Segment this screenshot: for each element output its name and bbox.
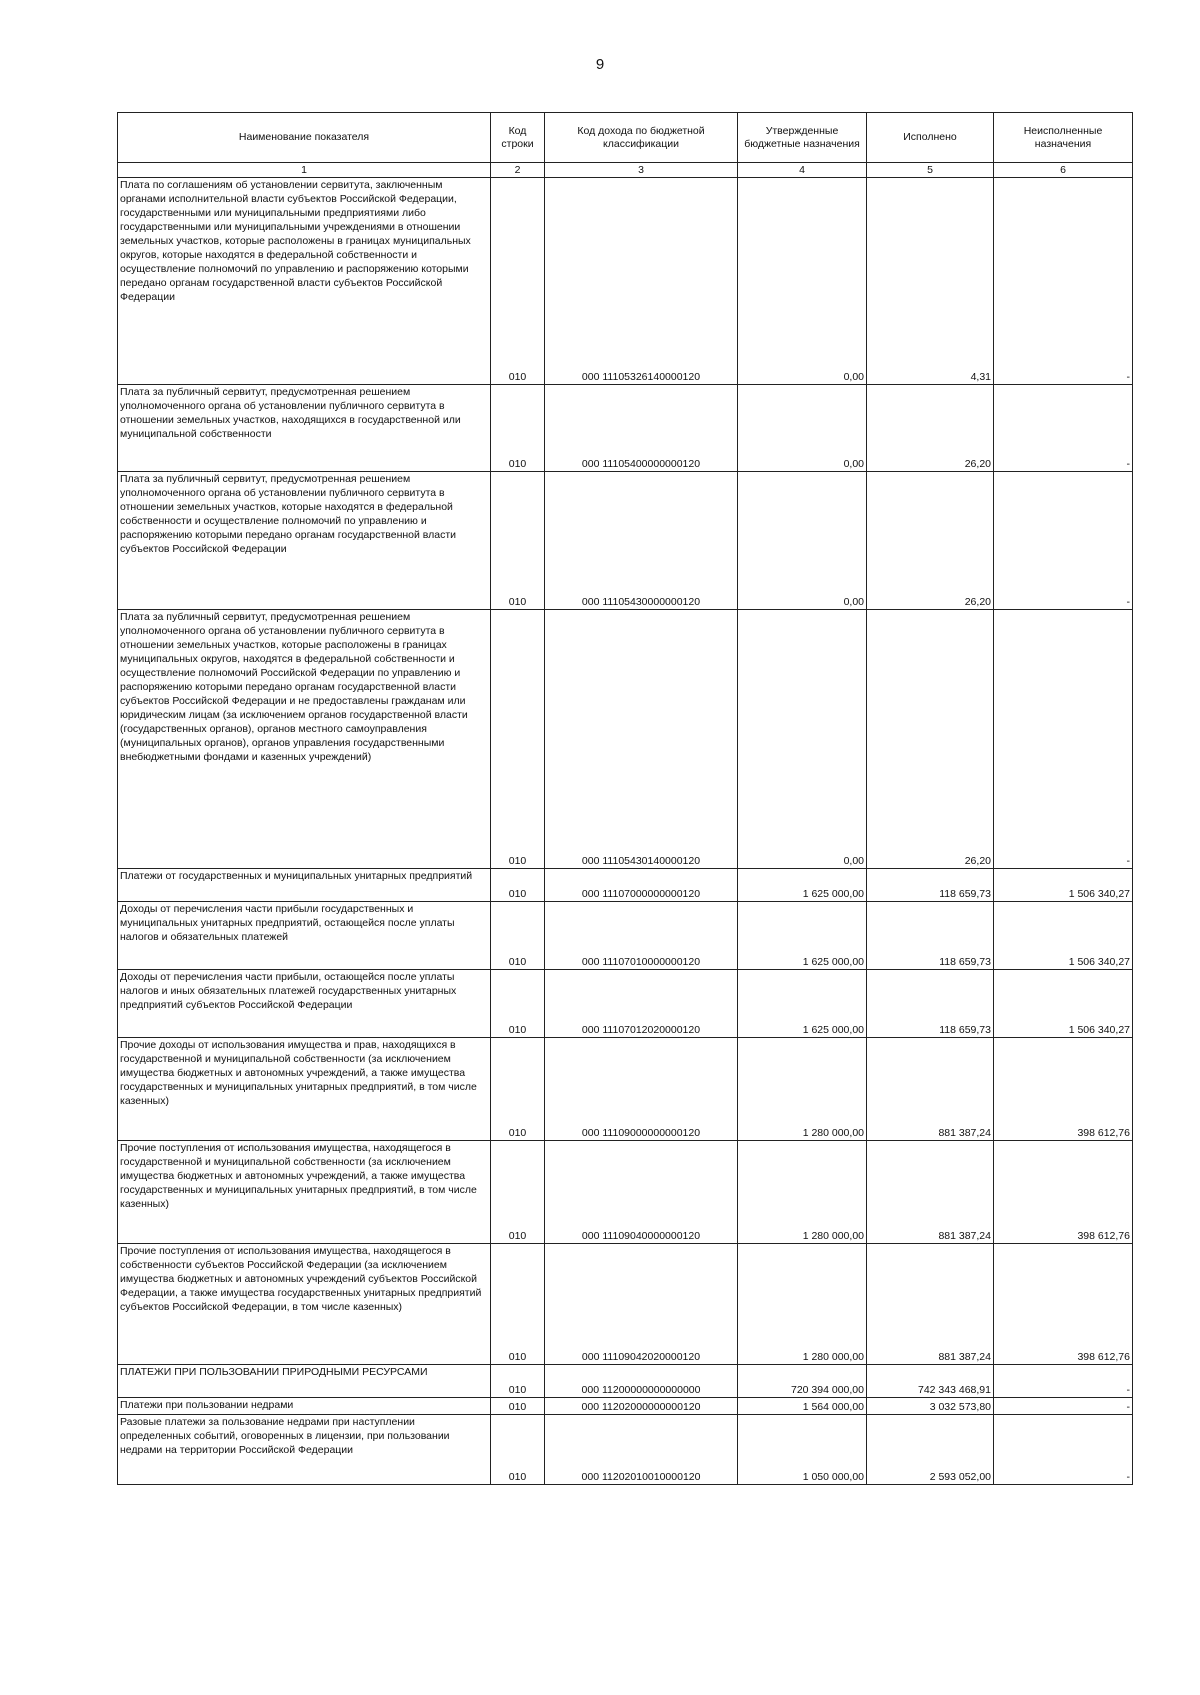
indicator-name: Прочие поступления от использования имущества, находящегося в государственной и муниципальной собственности (за исключением имущества бюджетных и автономных учреждений, а также имущества государственных и муниципальных унитарных предприятий, в том числе казенных) [118,1141,491,1244]
executed-amount: 4,31 [867,178,994,385]
approved-amount: 0,00 [738,178,867,385]
executed-amount: 2 593 052,00 [867,1415,994,1485]
unexecuted-amount: - [994,1365,1133,1398]
unexecuted-amount: - [994,472,1133,610]
unexecuted-amount: 1 506 340,27 [994,902,1133,970]
table-row [118,178,1133,385]
approved-amount: 0,00 [738,610,867,869]
unexecuted-amount: - [994,1415,1133,1485]
income-code: 000 11105430000000120 [545,472,738,610]
indicator-name: Плата по соглашениям об установлении сервитута, заключенным органами исполнительной власти субъектов Российской Федерации, государственными или муниципальными предприятиями либо государственными или муниципальными учреждениями в отношении земельных участков, которые расположены в границах муниципальных округов, которые находятся в федеральной собственности и осуществление полномочий по управлению и распоряжению которыми передано органам государственной власти субъектов Российской Федерации [118,178,491,385]
unexecuted-amount: - [994,178,1133,385]
indicator-name: Прочие доходы от использования имущества и прав, находящихся в государственной и муниципальной собственности (за исключением имущества бюджетных и автономных учреждений, а также имущества государственных и муниципальных унитарных предприятий, в том числе казенных) [118,1038,491,1141]
indicator-name: Доходы от перечисления части прибыли, остающейся после уплаты налогов и иных обязательных платежей государственных унитарных предприятий субъектов Российской Федерации [118,970,491,1038]
table-row [118,970,1133,1038]
income-code: 000 11200000000000000 [545,1365,738,1398]
income-code: 000 11105326140000120 [545,178,738,385]
approved-amount: 1 625 000,00 [738,970,867,1038]
income-code: 000 11109040000000120 [545,1141,738,1244]
table-row [118,902,1133,970]
income-code: 000 11107010000000120 [545,902,738,970]
indicator-name: Платежи от государственных и муниципальных унитарных предприятий [118,869,491,902]
page-number: 9 [595,56,605,73]
executed-amount: 881 387,24 [867,1244,994,1365]
income-code: 000 11202000000000120 [545,1398,738,1415]
header-unexecuted: Неисполненные назначения [994,113,1133,163]
income-report-table [117,112,1133,1485]
table-row [118,1244,1133,1365]
line-code: 010 [491,970,545,1038]
header-income-code: Код дохода по бюджетной классификации [545,113,738,163]
executed-amount: 26,20 [867,610,994,869]
table-row [118,1398,1133,1415]
column-number: 6 [994,163,1133,178]
unexecuted-amount: 398 612,76 [994,1141,1133,1244]
line-code: 010 [491,1141,545,1244]
unexecuted-amount: 398 612,76 [994,1244,1133,1365]
table-row [118,1038,1133,1141]
table-row [118,1365,1133,1398]
executed-amount: 26,20 [867,472,994,610]
line-code: 010 [491,385,545,472]
executed-amount: 742 343 468,91 [867,1365,994,1398]
unexecuted-amount: 1 506 340,27 [994,869,1133,902]
indicator-name: Плата за публичный сервитут, предусмотренная решением уполномоченного органа об установлении публичного сервитута в отношении земельных участков, которые находятся в федеральной собственности и осуществление полномочий по управлению и распоряжению которыми передано органам государственной власти субъектов Российской Федерации [118,472,491,610]
executed-amount: 118 659,73 [867,902,994,970]
executed-amount: 118 659,73 [867,970,994,1038]
executed-amount: 118 659,73 [867,869,994,902]
executed-amount: 3 032 573,80 [867,1398,994,1415]
approved-amount: 0,00 [738,472,867,610]
table-column-numbers-row [118,163,1133,178]
indicator-name: Разовые платежи за пользование недрами при наступлении определенных событий, оговоренных в лицензии, при пользовании недрами на территории Российской Федерации [118,1415,491,1485]
income-code: 000 11107012020000120 [545,970,738,1038]
approved-amount: 1 625 000,00 [738,902,867,970]
indicator-name: ПЛАТЕЖИ ПРИ ПОЛЬЗОВАНИИ ПРИРОДНЫМИ РЕСУРСАМИ [118,1365,491,1398]
table-row [118,1415,1133,1485]
approved-amount: 1 280 000,00 [738,1038,867,1141]
line-code: 010 [491,1415,545,1485]
header-approved: Утвержденные бюджетные назначения [738,113,867,163]
approved-amount: 0,00 [738,385,867,472]
approved-amount: 1 280 000,00 [738,1244,867,1365]
header-executed: Исполнено [867,113,994,163]
line-code: 010 [491,178,545,385]
table-row [118,869,1133,902]
table-row [118,385,1133,472]
approved-amount: 1 625 000,00 [738,869,867,902]
income-code: 000 11202010010000120 [545,1415,738,1485]
column-number: 4 [738,163,867,178]
header-indicator-name: Наименование показателя [118,113,491,163]
column-number: 1 [118,163,491,178]
line-code: 010 [491,869,545,902]
indicator-name: Платежи при пользовании недрами [118,1398,491,1415]
approved-amount: 720 394 000,00 [738,1365,867,1398]
header-line-code: Код строки [491,113,545,163]
unexecuted-amount: 398 612,76 [994,1038,1133,1141]
income-code: 000 11105400000000120 [545,385,738,472]
column-number: 3 [545,163,738,178]
unexecuted-amount: - [994,610,1133,869]
table-row [118,472,1133,610]
line-code: 010 [491,1365,545,1398]
indicator-name: Плата за публичный сервитут, предусмотренная решением уполномоченного органа об установлении публичного сервитута в отношении земельных участков, которые расположены в границах муниципальных округов, находятся в федеральной собственности и осуществление полномочий Российской Федерации по управлению и распоряжению которыми передано органам государственной власти субъектов Российской Федерации и не предоставлены гражданам или юридическим лицам (за исключением органов государственной власти (государственных органов), органов местного самоуправления (муниципальных органов), органов управления государственными внебюджетными фондами и казенных учреждений) [118,610,491,869]
indicator-name: Прочие поступления от использования имущества, находящегося в собственности субъектов Российской Федерации (за исключением имущества бюджетных и автономных учреждений субъектов Российской Федерации, а также имущества государственных унитарных предприятий субъектов Российской Федерации, в том числе казенных) [118,1244,491,1365]
approved-amount: 1 050 000,00 [738,1415,867,1485]
executed-amount: 881 387,24 [867,1038,994,1141]
approved-amount: 1 280 000,00 [738,1141,867,1244]
executed-amount: 881 387,24 [867,1141,994,1244]
line-code: 010 [491,902,545,970]
indicator-name: Доходы от перечисления части прибыли государственных и муниципальных унитарных предприятий, остающейся после уплаты налогов и обязательных платежей [118,902,491,970]
line-code: 010 [491,472,545,610]
line-code: 010 [491,1038,545,1141]
unexecuted-amount: - [994,385,1133,472]
column-number: 2 [491,163,545,178]
unexecuted-amount: 1 506 340,27 [994,970,1133,1038]
unexecuted-amount: - [994,1398,1133,1415]
line-code: 010 [491,610,545,869]
executed-amount: 26,20 [867,385,994,472]
line-code: 010 [491,1244,545,1365]
income-code: 000 11109000000000120 [545,1038,738,1141]
column-number: 5 [867,163,994,178]
approved-amount: 1 564 000,00 [738,1398,867,1415]
income-code: 000 11109042020000120 [545,1244,738,1365]
table-row [118,1141,1133,1244]
table-row [118,610,1133,869]
income-code: 000 11105430140000120 [545,610,738,869]
indicator-name: Плата за публичный сервитут, предусмотренная решением уполномоченного органа об установлении публичного сервитута в отношении земельных участков, находящихся в государственной или муниципальной собственности [118,385,491,472]
income-code: 000 11107000000000120 [545,869,738,902]
line-code: 010 [491,1398,545,1415]
table-header-row [118,113,1133,163]
